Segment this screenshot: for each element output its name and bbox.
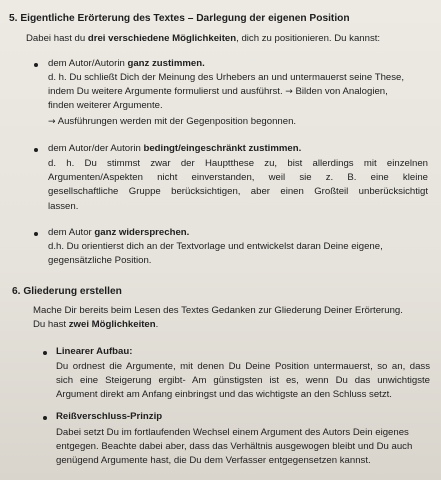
- section-5-intro: Dabei hast du drei verschiedene Möglichkeiten, dich zu positionieren. Du kannst:: [26, 33, 381, 44]
- option-2-line: Argumenten/Aspekten nicht einverstanden, weil sie z. B. eine kleine: [48, 172, 428, 183]
- arrow-icon: →: [48, 117, 56, 127]
- linear-line: sich eine Steigerung ergibt- Am günstigsten ist es, wenn Du das unwichtigste: [56, 375, 430, 386]
- option-2-line: gesellschaftliche Gruppe berücksichtigen, aber einen Großteil unberücksichtigt: [48, 186, 428, 197]
- section-6-heading: 6. Gliederung erstellen: [12, 286, 122, 297]
- section-5-heading: 5. Eigentliche Erörterung des Textes – Darlegung der eigenen Position: [9, 13, 350, 24]
- linear-title: Linearer Aufbau:: [56, 346, 133, 357]
- section-6-intro: Mache Dir bereits beim Lesen des Textes Gedanken zur Gliederung Deiner Erörterung.: [33, 305, 403, 316]
- bullet-dot: [34, 63, 38, 67]
- option-3-line: d.h. Du orientierst dich an der Textvorlage und entwickelst daran Deine eigene,: [48, 241, 383, 252]
- option-3-line: gegensätzliche Position.: [48, 255, 152, 266]
- option-1-line: finden weiterer Argumente.: [48, 100, 163, 111]
- linear-line: Argument direkt am Anfang einbringst und das wichtigste an den Schluss setzt.: [56, 389, 392, 400]
- zipper-line: genügend Argumente hast, die Du dem Verfasser entgegensetzen kannst.: [56, 455, 371, 466]
- zipper-line: Dabei setzt Du im fortlaufenden Wechsel einem Argument des Autors Dein eigenes: [56, 427, 409, 438]
- bullet-dot: [43, 416, 47, 420]
- arrow-icon: →: [285, 87, 293, 97]
- option-3-title: dem Autor ganz widersprechen.: [48, 227, 190, 238]
- option-2-line: d. h. Du stimmst zwar der Hauptthese zu, bist allerdings mit einzelnen: [48, 158, 428, 169]
- bullet-dot: [43, 351, 47, 355]
- zipper-title: Reißverschluss-Prinzip: [56, 411, 163, 422]
- section-6-intro: Du hast zwei Möglichkeiten.: [33, 319, 159, 330]
- bullet-dot: [34, 232, 38, 236]
- option-2-title: dem Autor/der Autorin bedingt/eingeschränkt zustimmen.: [48, 143, 302, 154]
- option-2-line: lassen.: [48, 201, 79, 212]
- zipper-line: entgegen. Beachte dabei aber, dass das Verhältnis ausgewogen bleibt und Du auch: [56, 441, 413, 452]
- bullet-dot: [34, 148, 38, 152]
- option-1-arrow-line: → Ausführungen werden mit der Gegenposition begonnen.: [48, 116, 297, 127]
- option-1-line: indem Du weitere Argumente formulierst und ausführst. → Bilden von Analogien,: [48, 86, 388, 97]
- option-1-title: dem Autor/Autorin ganz zustimmen.: [48, 58, 205, 69]
- linear-line: Du ordnest die Argumente, mit denen Du Deine Position untermauerst, so an, dass: [56, 361, 430, 372]
- option-1-line: d. h. Du schließt Dich der Meinung des Urhebers an und untermauerst seine These,: [48, 72, 405, 83]
